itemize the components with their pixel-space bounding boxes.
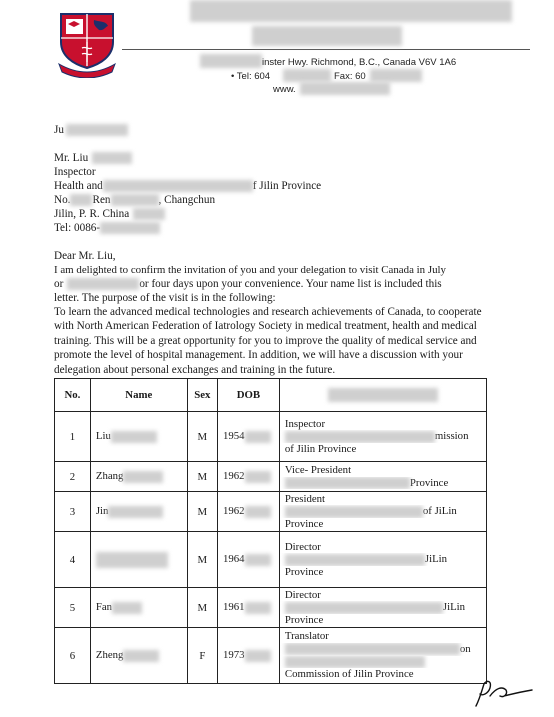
header-no: No. bbox=[55, 379, 91, 412]
header-sex: Sex bbox=[187, 379, 217, 412]
row-sex: M bbox=[187, 532, 217, 588]
row-dob: 1961 bbox=[217, 588, 279, 628]
redacted-web bbox=[300, 82, 390, 95]
salutation: Dear Mr. Liu, bbox=[54, 250, 116, 262]
table-row bbox=[55, 532, 487, 588]
letterhead-tel: • Tel: 604 bbox=[231, 71, 271, 82]
row-name: Jin bbox=[90, 492, 187, 532]
redacted-tel bbox=[283, 69, 331, 82]
recipient-name: Mr. Liu bbox=[54, 152, 132, 166]
recipient-tel: Tel: 0086- bbox=[54, 222, 160, 236]
recipient-street: No. Ren , Changchun bbox=[54, 194, 216, 206]
row-no: 3 bbox=[55, 492, 91, 532]
row-sex: F bbox=[187, 628, 217, 684]
row-name: Zheng bbox=[90, 628, 187, 684]
row-dob: 1973 bbox=[217, 628, 279, 684]
row-position: Translator on Commission of Jilin Province bbox=[279, 628, 486, 684]
row-name bbox=[90, 532, 187, 588]
organization-logo bbox=[56, 12, 118, 78]
table-row bbox=[55, 412, 487, 462]
delegation-table bbox=[54, 378, 487, 684]
table-row bbox=[55, 462, 487, 492]
header-dob: DOB bbox=[217, 379, 279, 412]
row-name: Fan bbox=[90, 588, 187, 628]
row-position: Director JiLin Province bbox=[279, 588, 486, 628]
row-no: 4 bbox=[55, 532, 91, 588]
row-dob: 1962 bbox=[217, 492, 279, 532]
table-row bbox=[55, 492, 487, 532]
letterhead-address: inster Hwy. Richmond, B.C., Canada V6V 1A6 bbox=[262, 57, 457, 68]
row-sex: M bbox=[187, 492, 217, 532]
table-header-row bbox=[55, 379, 487, 412]
row-position: President of JiLin Province bbox=[279, 492, 486, 532]
letterhead-rule bbox=[122, 49, 530, 50]
row-position: Vice- President Province bbox=[279, 462, 486, 492]
letterhead-web: www. bbox=[273, 84, 296, 95]
body-line-2: or or four days upon your convenience. Your name list is included this bbox=[54, 278, 442, 290]
row-position: Director JiLin Province bbox=[279, 532, 486, 588]
row-dob: 1954 bbox=[217, 412, 279, 462]
body-line-3: letter. The purpose of the visit is in the following: bbox=[54, 292, 276, 304]
redacted-org-subtitle bbox=[252, 26, 402, 46]
header-position bbox=[279, 379, 486, 412]
row-sex: M bbox=[187, 412, 217, 462]
row-dob: 1962 bbox=[217, 462, 279, 492]
row-name: Zhang bbox=[90, 462, 187, 492]
recipient-title: Inspector bbox=[54, 166, 96, 178]
handwritten-signature bbox=[470, 676, 538, 710]
body-line-1: I am delighted to confirm the invitation of you and your delegation to visit Canada in July bbox=[54, 264, 446, 276]
purpose-paragraph: To learn the advanced medical technologies and research achievements of Canada, to cooperate with North American Federation of Iatrology Society in medical treatment, health and medical training. This will be a great opportunity for you to improve the quality of medical service and promote the level of hospital management. In addition, we will have a discussion with your delegation about personal exchanges and training in the future. bbox=[54, 306, 482, 376]
row-no: 1 bbox=[55, 412, 91, 462]
row-sex: M bbox=[187, 588, 217, 628]
header-name: Name bbox=[90, 379, 187, 412]
redacted-fax bbox=[370, 69, 422, 82]
redacted-org-name bbox=[190, 0, 512, 22]
letterhead-fax: Fax: 60 bbox=[334, 71, 366, 82]
table-row bbox=[55, 628, 487, 684]
table-row bbox=[55, 588, 487, 628]
row-no: 5 bbox=[55, 588, 91, 628]
recipient-city: Jilin, P. R. China bbox=[54, 208, 165, 222]
recipient-organization: Health and f Jilin Province bbox=[54, 180, 322, 192]
row-position: Inspector mission of Jilin Province bbox=[279, 412, 486, 462]
row-dob: 1964 bbox=[217, 532, 279, 588]
letter-date: Ju bbox=[54, 124, 128, 138]
row-no: 2 bbox=[55, 462, 91, 492]
redacted-address bbox=[200, 54, 262, 68]
row-sex: M bbox=[187, 462, 217, 492]
row-name: Liu bbox=[90, 412, 187, 462]
row-no: 6 bbox=[55, 628, 91, 684]
